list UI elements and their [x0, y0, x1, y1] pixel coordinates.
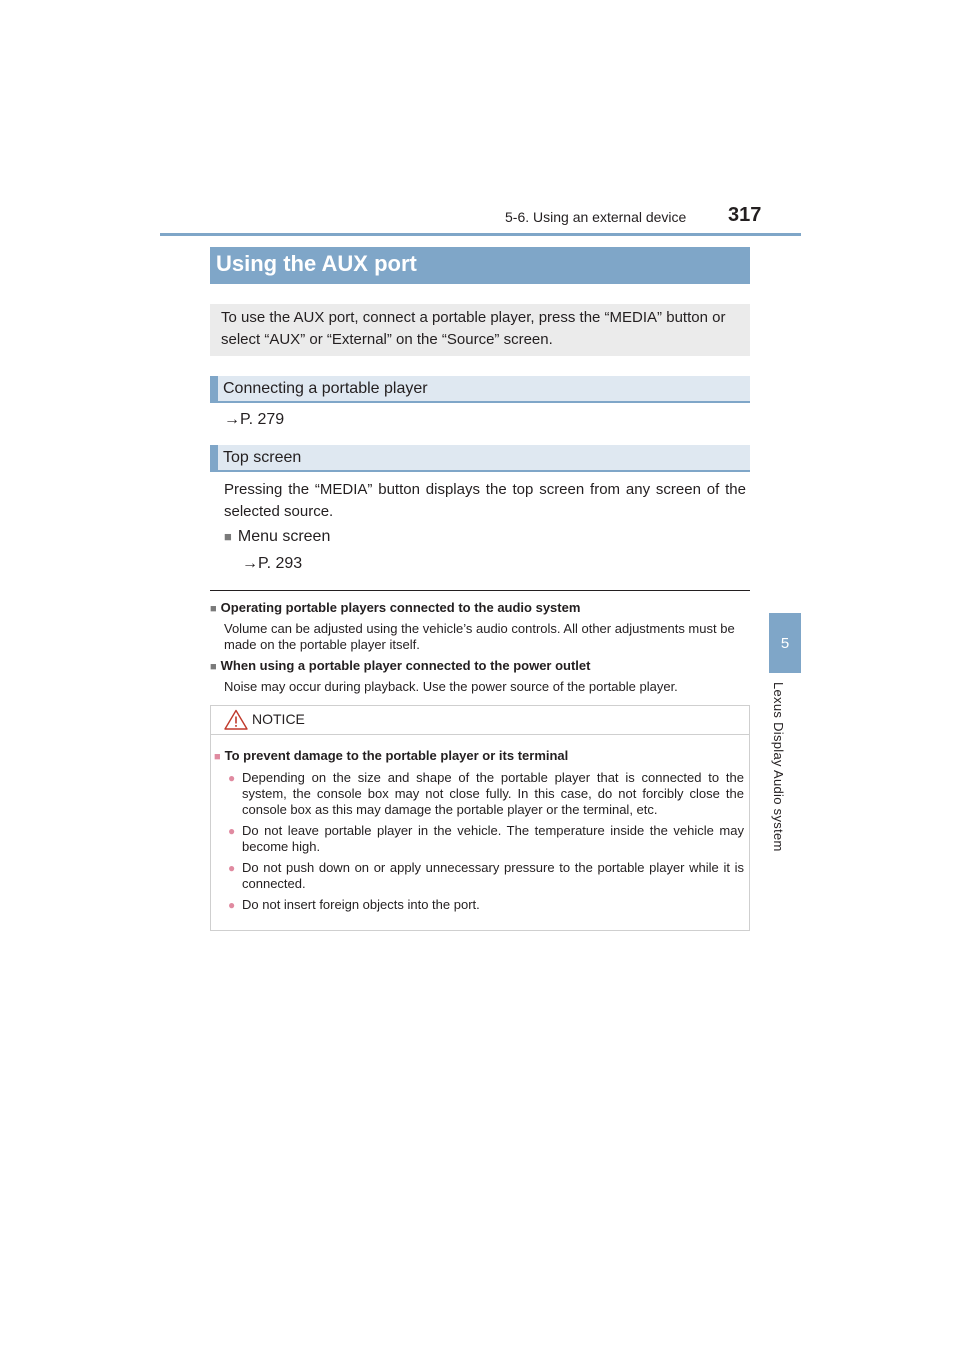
subheading-accent: [210, 376, 218, 401]
page-title: Using the AUX port: [216, 251, 417, 276]
note-text: Noise may occur during playback. Use the power source of the portable player.: [224, 679, 678, 694]
page-reference-link[interactable]: →P. 293: [242, 555, 303, 572]
top-screen-text: Pressing the “MEDIA” button displays the top screen from any screen of the selected source.: [224, 481, 746, 520]
notice-label: NOTICE: [252, 711, 305, 727]
square-bullet-icon: ■: [214, 751, 221, 763]
intro-text: To use the AUX port, connect a portable player, press the “MEDIA” button or select “AUX” or “External” on the “Source” screen.: [221, 309, 726, 348]
section-title: 5-6. Using an external device: [505, 209, 687, 225]
chapter-number: 5: [780, 634, 790, 652]
notice-bullet: ● Do not leave portable player in the vehicle. The temperature inside the vehicle may become high.: [228, 823, 744, 854]
notice-bullet: ● Do not insert foreign objects into the port.: [228, 897, 480, 912]
note-heading: ■ When using a portable player connected to the power outlet: [210, 658, 591, 673]
subheading-text: Connecting a portable player: [223, 380, 428, 397]
square-bullet-icon: ■: [224, 529, 232, 544]
notice-bullet: ● Do not push down on or apply unnecessary pressure to the portable player while it is connected.: [228, 860, 744, 891]
subheading-accent: [210, 445, 218, 470]
square-bullet-icon: ■: [210, 661, 217, 673]
notice-subheading: ■ To prevent damage to the portable player or its terminal: [214, 748, 569, 763]
square-bullet-icon: ■: [210, 603, 217, 615]
page-number: 317: [728, 204, 762, 226]
page-reference-link[interactable]: →P. 279: [224, 411, 285, 428]
dot-bullet-icon: ●: [228, 861, 236, 875]
chapter-tab: [769, 613, 801, 673]
note-text: Volume can be adjusted using the vehicle’s audio controls. All other adjustments must be made on the portable player itself.: [224, 621, 735, 652]
menu-screen-label: Menu screen: [237, 528, 331, 545]
page-title-bar: [210, 247, 750, 284]
subheading-connecting: [210, 376, 750, 403]
dot-bullet-icon: ●: [228, 771, 236, 785]
subheading-text: Top screen: [223, 449, 302, 466]
note-heading: ■ Operating portable players connected to the audio system: [210, 600, 581, 615]
dot-bullet-icon: ●: [228, 824, 236, 838]
subheading-top-screen: [210, 445, 750, 472]
notice-bullet: ● Depending on the size and shape of the portable player that is connected to the system, the console box may not close fully. In this case, do not forcibly close the console box as this may damage the portable player or the terminal, etc.: [228, 770, 744, 817]
menu-screen-heading: [224, 528, 330, 546]
notice-divider: [210, 734, 750, 735]
header-rule: [160, 233, 801, 236]
chapter-label: Lexus Display Audio system: [771, 682, 786, 852]
intro-box: [210, 304, 750, 356]
warning-triangle-icon: [224, 709, 248, 730]
dot-bullet-icon: ●: [228, 898, 236, 912]
section-divider: [210, 590, 750, 591]
